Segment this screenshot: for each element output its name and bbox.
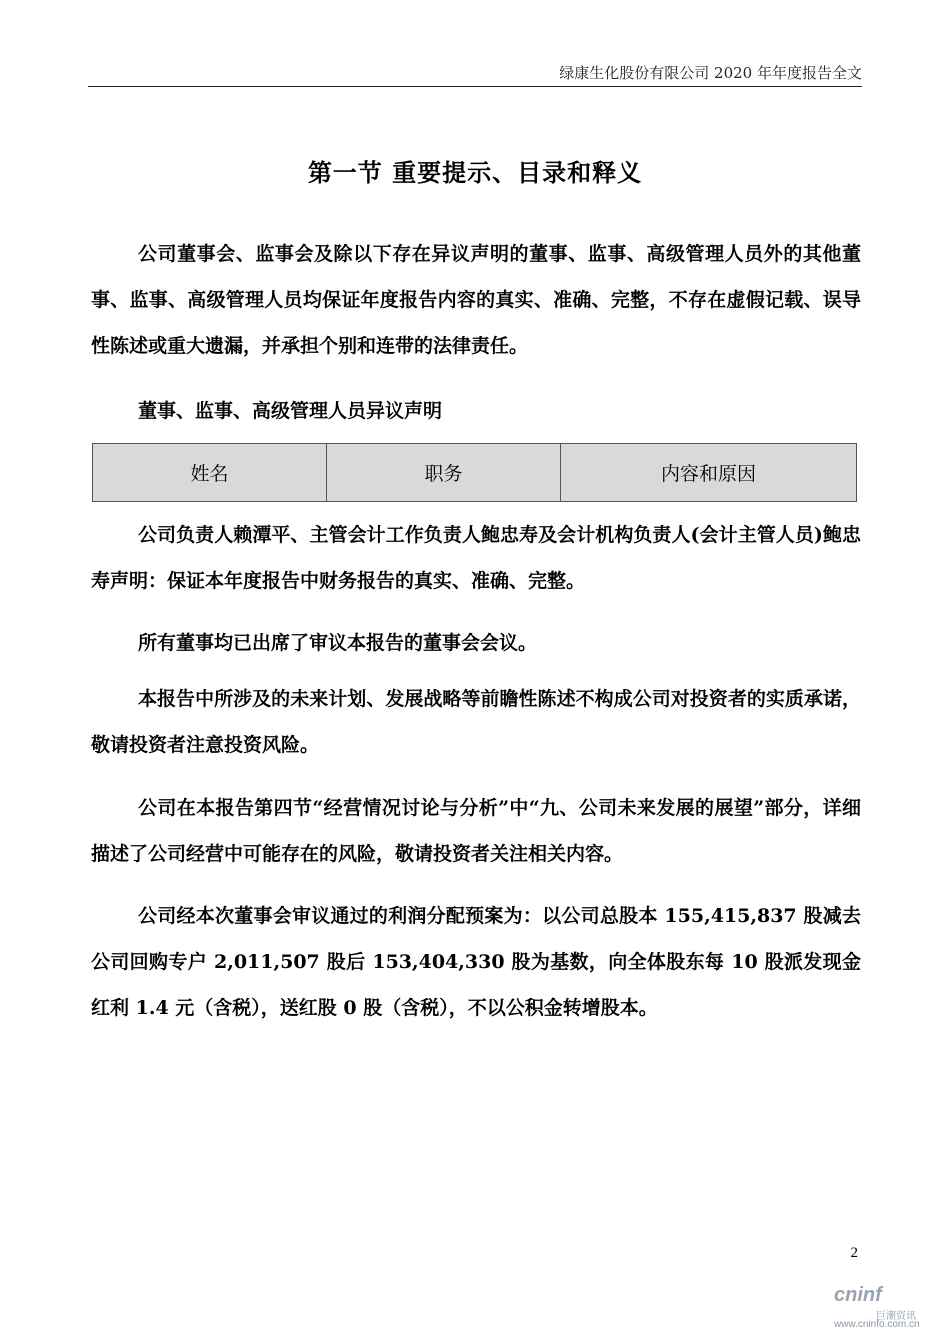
paragraph-risk: 公司在本报告第四节“经营情况讨论与分析”中“九、公司未来发展的展望”部分，详细描述了公司经营中可能存在的风险，敬请投资者关注相关内容。 [91,797,861,865]
paragraph-financial-statement: 公司负责人赖潭平、主管会计工作负责人鲍忠寿及会计机构负责人(会计主管人员)鲍忠寿声明：保证本年度报告中财务报告的真实、准确、完整。 [91,524,861,592]
page-number: 2 [850,1245,858,1261]
table-header-row [93,444,857,502]
section-title: 第一节 重要提示、目录和释义 [307,158,643,187]
objection-table [92,443,857,502]
cninfo-logo [834,1280,934,1332]
header-rule [88,86,862,87]
logo-subtitle: 巨潮资讯 [876,1311,916,1322]
table-header-reason: 内容和原因 [561,444,857,502]
table-header-name: 姓名 [93,444,327,502]
table-header-position: 职务 [327,444,561,502]
paragraph-objection-heading: 董事、监事、高级管理人员异议声明 [138,400,443,422]
logo-url: www.cninfo.com.cn [834,1319,920,1330]
paragraph-attendance: 所有董事均已出席了审议本报告的董事会会议。 [138,632,538,654]
paragraph-responsibility: 公司董事会、监事会及除以下存在异议声明的董事、监事、高级管理人员外的其他董事、监事、高级管理人员均保证年度报告内容的真实、准确、完整，不存在虚假记载、误导性陈述或重大遗漏，并承担个别和连带的法律责任。 [91,243,861,357]
running-header: 绿康生化股份有限公司 2020 年年度报告全文 [559,64,862,82]
paragraph-dividend: 公司经本次董事会审议通过的利润分配预案为：以公司总股本 155,415,837 股减去公司回购专户 2,011,507 股后 153,404,330 股为基数，向全体股东每 10 股派发现金红利 1.4 元（含税），送红股 0 股（含税），不以公积金转增股本。 [91,905,861,1019]
paragraph-forward-looking: 本报告中所涉及的未来计划、发展战略等前瞻性陈述不构成公司对投资者的实质承诺，敬请投资者注意投资风险。 [91,688,861,756]
logo-word: cninf [834,1284,882,1306]
